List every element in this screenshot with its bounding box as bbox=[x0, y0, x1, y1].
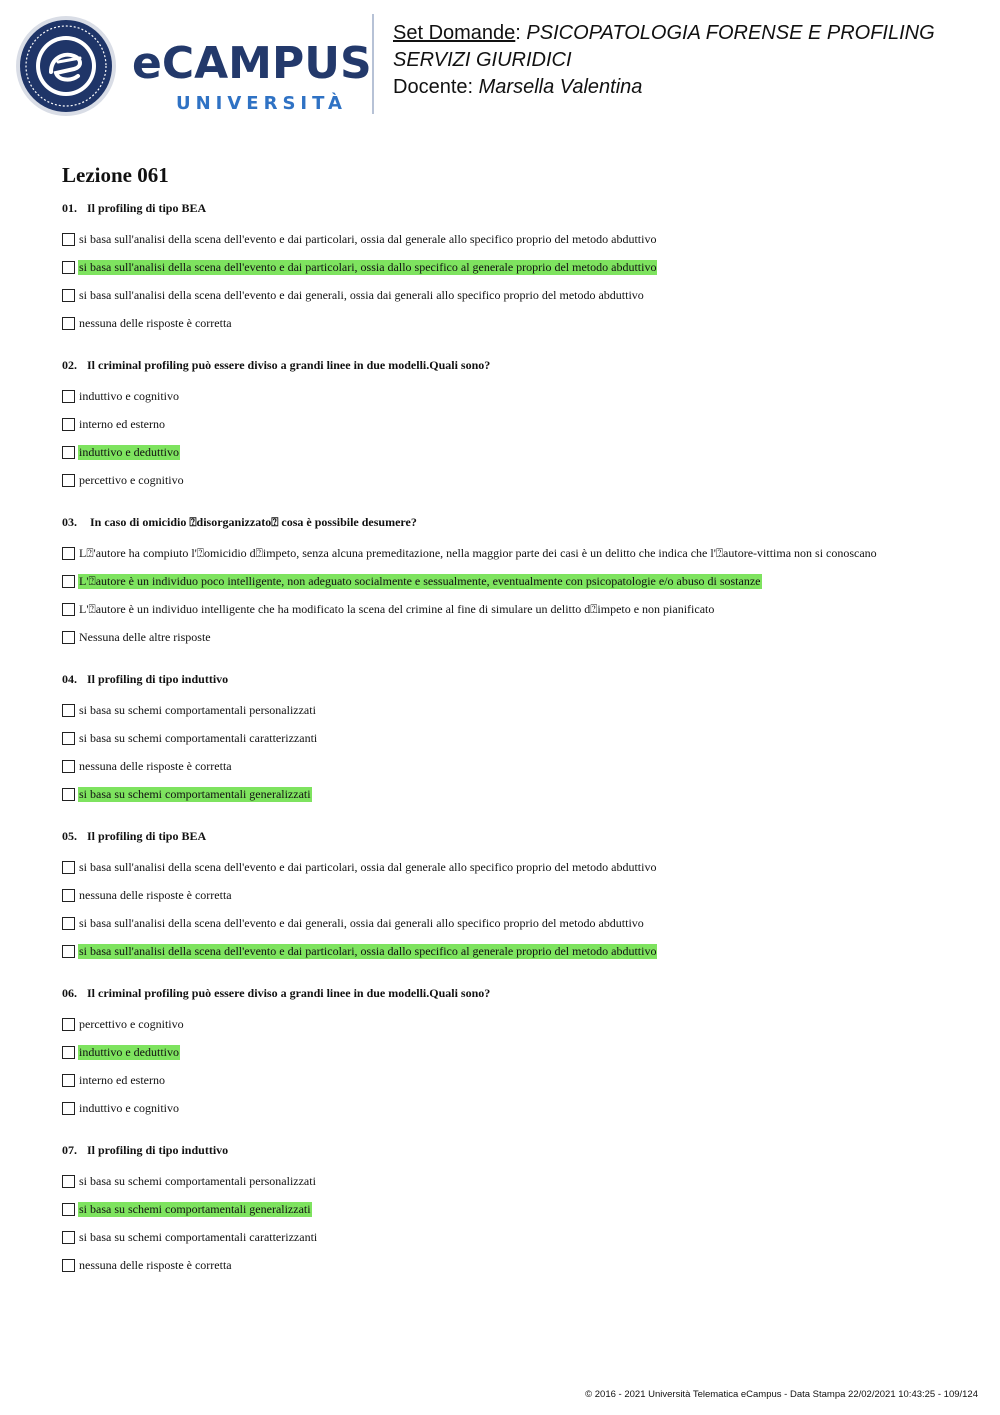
answer-checkbox[interactable] bbox=[62, 1046, 75, 1059]
question-number: 02. bbox=[62, 358, 77, 372]
question-number: 03. bbox=[62, 515, 77, 529]
answer-checkbox[interactable] bbox=[62, 1102, 75, 1115]
answer-option[interactable] bbox=[62, 410, 962, 438]
answer-checkbox[interactable] bbox=[62, 418, 75, 431]
question-title bbox=[62, 513, 962, 531]
correct-answer-text: si basa sull'analisi della scena dell'evento e dai particolari, ossia dallo specifico al generale proprio del metodo abduttivo bbox=[79, 259, 657, 274]
answer-text: percettivo e cognitivo bbox=[79, 472, 184, 487]
answer-option[interactable] bbox=[62, 881, 962, 909]
answer-option[interactable] bbox=[62, 382, 962, 410]
answer-text: si basa sull'analisi della scena dell'evento e dai generali, ossia dai generali allo specifico proprio del metodo abduttivo bbox=[79, 915, 644, 930]
correct-answer-text: induttivo e deduttivo bbox=[79, 1044, 179, 1059]
answer-option[interactable] bbox=[62, 1251, 962, 1279]
set-title-line2: SERVIZI GIURIDICI bbox=[393, 49, 572, 71]
answer-option[interactable] bbox=[62, 438, 962, 466]
questions-content bbox=[62, 160, 962, 1298]
lesson-title: Lezione 061 bbox=[62, 163, 169, 187]
answer-checkbox[interactable] bbox=[62, 1175, 75, 1188]
answer-text: si basa su schemi comportamentali caratterizzanti bbox=[79, 730, 318, 745]
answer-option[interactable] bbox=[62, 1195, 962, 1223]
correct-answer-text: L'⍰autore è un individuo poco intelligente, non adeguato socialmente e sessualmente, eventualmente con psicopatologie e/o abuso di sostanze bbox=[79, 573, 761, 588]
teacher-name: Marsella Valentina bbox=[478, 76, 643, 98]
answer-option[interactable] bbox=[62, 309, 962, 337]
answer-text: nessuna delle risposte è corretta bbox=[79, 758, 232, 773]
answer-text: Nessuna delle altre risposte bbox=[79, 629, 211, 644]
answer-checkbox[interactable] bbox=[62, 547, 75, 560]
question-text: Il profiling di tipo BEA bbox=[87, 201, 207, 215]
answer-option[interactable] bbox=[62, 1066, 962, 1094]
answer-text: si basa sull'analisi della scena dell'evento e dai generali, ossia dai generali allo specifico proprio del metodo abduttivo bbox=[79, 287, 644, 302]
question-block bbox=[62, 356, 962, 494]
page-header bbox=[0, 0, 1000, 130]
answer-checkbox[interactable] bbox=[62, 390, 75, 403]
answer-option[interactable] bbox=[62, 623, 962, 651]
question-text: Il profiling di tipo BEA bbox=[87, 829, 207, 843]
answer-option[interactable] bbox=[62, 567, 962, 595]
answer-checkbox[interactable] bbox=[62, 1018, 75, 1031]
answer-checkbox[interactable] bbox=[62, 446, 75, 459]
answer-option[interactable] bbox=[62, 937, 962, 965]
answer-checkbox[interactable] bbox=[62, 317, 75, 330]
answer-option[interactable] bbox=[62, 1038, 962, 1066]
logo-subtitle: UNIVERSITÀ bbox=[176, 93, 347, 114]
answer-checkbox[interactable] bbox=[62, 1231, 75, 1244]
answer-text: induttivo e cognitivo bbox=[79, 1100, 179, 1115]
question-text: Il criminal profiling può essere diviso a grandi linee in due modelli.Quali sono? bbox=[87, 986, 491, 1000]
answer-text: si basa su schemi comportamentali personalizzati bbox=[79, 1173, 316, 1188]
question-title bbox=[62, 984, 962, 1002]
question-block bbox=[62, 1141, 962, 1279]
answer-checkbox[interactable] bbox=[62, 945, 75, 958]
answer-text: nessuna delle risposte è corretta bbox=[79, 887, 232, 902]
question-text: Il profiling di tipo induttivo bbox=[87, 672, 229, 686]
set-label: Set Domande bbox=[393, 22, 516, 44]
question-text: Il criminal profiling può essere diviso a grandi linee in due modelli.Quali sono? bbox=[87, 358, 491, 372]
answer-checkbox[interactable] bbox=[62, 289, 75, 302]
answer-option[interactable] bbox=[62, 780, 962, 808]
answer-option[interactable] bbox=[62, 281, 962, 309]
question-block bbox=[62, 199, 962, 337]
set-title-line1: PSICOPATOLOGIA FORENSE E PROFILING bbox=[526, 22, 935, 44]
answer-option[interactable] bbox=[62, 539, 962, 567]
question-title bbox=[62, 670, 962, 688]
question-block bbox=[62, 670, 962, 808]
answer-checkbox[interactable] bbox=[62, 917, 75, 930]
teacher-line bbox=[393, 74, 935, 101]
answer-text: nessuna delle risposte è corretta bbox=[79, 1257, 232, 1272]
answer-text: si basa sull'analisi della scena dell'evento e dai particolari, ossia dal generale allo specifico proprio del metodo abduttivo bbox=[79, 231, 657, 246]
answer-option[interactable] bbox=[62, 696, 962, 724]
answer-option[interactable] bbox=[62, 595, 962, 623]
question-number: 06. bbox=[62, 986, 77, 1000]
answer-checkbox[interactable] bbox=[62, 233, 75, 246]
question-number: 04. bbox=[62, 672, 77, 686]
question-block bbox=[62, 984, 962, 1122]
question-number: 05. bbox=[62, 829, 77, 843]
answer-option[interactable] bbox=[62, 1010, 962, 1038]
answer-text: induttivo e cognitivo bbox=[79, 388, 179, 403]
question-number: 01. bbox=[62, 201, 77, 215]
answer-option[interactable] bbox=[62, 909, 962, 937]
answer-checkbox[interactable] bbox=[62, 261, 75, 274]
answer-option[interactable] bbox=[62, 1094, 962, 1122]
answer-text: nessuna delle risposte è corretta bbox=[79, 315, 232, 330]
header-divider bbox=[372, 14, 374, 114]
answer-checkbox[interactable] bbox=[62, 575, 75, 588]
answer-option[interactable] bbox=[62, 752, 962, 780]
answer-text: L⍰'autore ha compiuto l'⍰omicidio d⍰impeto, senza alcuna premeditazione, nella maggior parte dei casi è un delitto che indica che l'⍰autore-vittima non si conoscano bbox=[79, 545, 877, 560]
question-title bbox=[62, 199, 962, 217]
answer-checkbox[interactable] bbox=[62, 788, 75, 801]
answer-checkbox[interactable] bbox=[62, 704, 75, 717]
correct-answer-text: si basa su schemi comportamentali generalizzati bbox=[79, 786, 311, 801]
course-info bbox=[393, 20, 935, 101]
answer-option[interactable] bbox=[62, 225, 962, 253]
answer-checkbox[interactable] bbox=[62, 889, 75, 902]
question-title bbox=[62, 356, 962, 374]
ecampus-logo bbox=[14, 14, 372, 114]
answer-option[interactable] bbox=[62, 253, 962, 281]
question-text: Il profiling di tipo induttivo bbox=[87, 1143, 229, 1157]
answer-checkbox[interactable] bbox=[62, 631, 75, 644]
answer-option[interactable] bbox=[62, 1223, 962, 1251]
set-line: Set Domande: PSICOPATOLOGIA FORENSE E PROFILING bbox=[393, 22, 935, 44]
answer-checkbox[interactable] bbox=[62, 1203, 75, 1216]
teacher-label: Docente: bbox=[393, 76, 474, 98]
answer-text: si basa sull'analisi della scena dell'evento e dai particolari, ossia dal generale allo specifico proprio del metodo abduttivo bbox=[79, 859, 657, 874]
logo-wordmark: eCAMPUS bbox=[132, 38, 372, 89]
page-footer: © 2016 - 2021 Università Telematica eCampus - Data Stampa 22/02/2021 10:43:25 - 109/124 bbox=[585, 1389, 978, 1400]
answer-text: L'⍰autore è un individuo intelligente che ha modificato la scena del crimine al fine di simulare un delitto d⍰impeto e non pianificato bbox=[79, 601, 715, 616]
question-title bbox=[62, 827, 962, 845]
answer-option[interactable] bbox=[62, 466, 962, 494]
answer-option[interactable] bbox=[62, 1167, 962, 1195]
answer-text: si basa su schemi comportamentali caratterizzanti bbox=[79, 1229, 318, 1244]
answer-checkbox[interactable] bbox=[62, 474, 75, 487]
answer-text: percettivo e cognitivo bbox=[79, 1016, 184, 1031]
answer-option[interactable] bbox=[62, 853, 962, 881]
question-list bbox=[62, 199, 962, 1279]
answer-text: interno ed esterno bbox=[79, 416, 165, 431]
answer-checkbox[interactable] bbox=[62, 760, 75, 773]
question-text: In caso di omicidio ⍰disorganizzato⍰ cosa è possibile desumere? bbox=[87, 515, 417, 529]
correct-answer-text: si basa su schemi comportamentali generalizzati bbox=[79, 1201, 311, 1216]
answer-option[interactable] bbox=[62, 724, 962, 752]
question-block bbox=[62, 827, 962, 965]
answer-text: interno ed esterno bbox=[79, 1072, 165, 1087]
answer-checkbox[interactable] bbox=[62, 1074, 75, 1087]
correct-answer-text: si basa sull'analisi della scena dell'evento e dai particolari, ossia dallo specifico al generale proprio del metodo abduttivo bbox=[79, 943, 657, 958]
answer-checkbox[interactable] bbox=[62, 603, 75, 616]
ecampus-seal-icon bbox=[14, 14, 118, 118]
correct-answer-text: induttivo e deduttivo bbox=[79, 444, 179, 459]
answer-checkbox[interactable] bbox=[62, 732, 75, 745]
question-number: 07. bbox=[62, 1143, 77, 1157]
answer-checkbox[interactable] bbox=[62, 1259, 75, 1272]
question-block bbox=[62, 513, 962, 651]
answer-checkbox[interactable] bbox=[62, 861, 75, 874]
question-title bbox=[62, 1141, 962, 1159]
answer-text: si basa su schemi comportamentali personalizzati bbox=[79, 702, 316, 717]
